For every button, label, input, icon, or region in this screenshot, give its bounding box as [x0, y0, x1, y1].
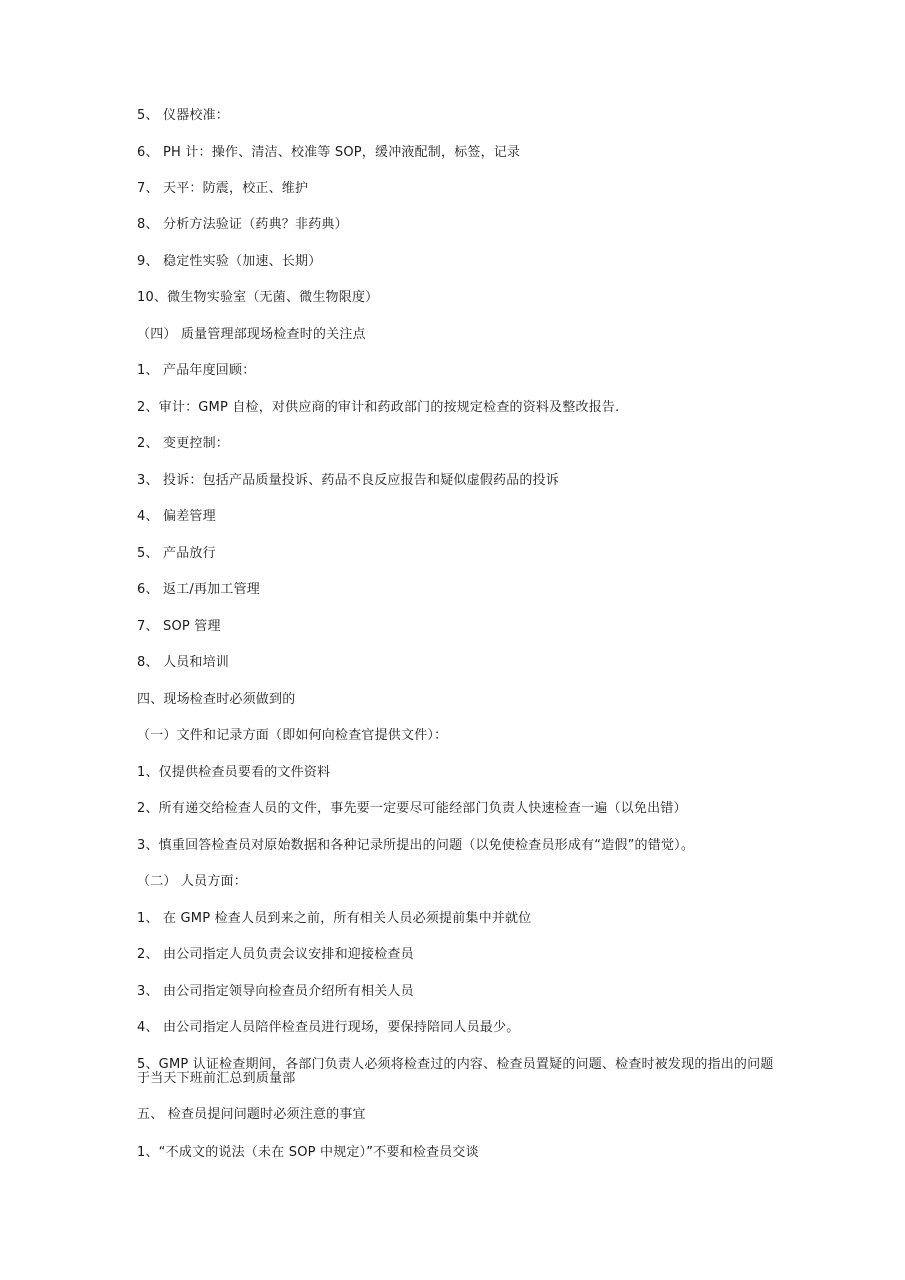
text-paragraph: 5、GMP 认证检查期间，各部门负责人必须将检查过的内容、检查员置疑的问题、检查时被发现的指出的问题于当天下班前汇总到质量部	[137, 1057, 774, 1086]
text-line: 6、 返工/再加工管理	[137, 582, 260, 597]
subsection-heading: （一）文件和记录方面（即如何向检查官提供文件）：	[137, 728, 448, 743]
text-line: 6、 PH 计：操作、清洁、校准等 SOP，缓冲液配制，标签，记录	[137, 145, 521, 160]
text-line: 3、慎重回答检查员对原始数据和各种记录所提出的问题（以免使检查员形成有“造假”的错觉）。	[137, 838, 695, 853]
text-line: 2、审计：GMP 自检，对供应商的审计和药政部门的按规定检查的资料及整改报告.	[137, 400, 620, 415]
text-line: 10、微生物实验室（无菌、微生物限度）	[137, 290, 379, 305]
text-line: 7、 SOP 管理	[137, 619, 221, 634]
text-line: 7、 天平：防震，校正、维护	[137, 181, 309, 196]
text-line: 3、 由公司指定领导向检查员介绍所有相关人员	[137, 984, 414, 999]
text-line: 2、所有递交给检查人员的文件，事先要一定要尽可能经部门负责人快速检查一遍（以免出错）	[137, 801, 687, 816]
text-line: 4、 偏差管理	[137, 509, 216, 524]
text-line: 5、 仪器校准：	[137, 108, 230, 123]
text-line: 8、 人员和培训	[137, 655, 230, 670]
text-line: 2、 由公司指定人员负责会议安排和迎接检查员	[137, 947, 414, 962]
text-line: 1、 在 GMP 检查人员到来之前，所有相关人员必须提前集中并就位	[137, 911, 532, 926]
text-line: 4、 由公司指定人员陪伴检查员进行现场，要保持陪同人员最少。	[137, 1020, 520, 1035]
text-line: 1、仅提供检查员要看的文件资料	[137, 765, 331, 780]
section-heading: 四、现场检查时必须做到的	[137, 692, 296, 707]
text-line: 1、 产品年度回顾：	[137, 363, 256, 378]
section-heading: 五、 检查员提问问题时必须注意的事宜	[137, 1107, 366, 1122]
text-line: 3、 投诉：包括产品质量投诉、药品不良反应报告和疑似虚假药品的投诉	[137, 473, 560, 488]
subsection-heading: （二） 人员方面：	[137, 874, 247, 889]
text-line: 9、 稳定性实验（加速、长期）	[137, 254, 322, 269]
text-line: 1、“不成文的说法（未在 SOP 中规定）”不要和检查员交谈	[137, 1145, 479, 1160]
section-heading: （四） 质量管理部现场检查时的关注点	[137, 327, 366, 342]
text-line: 8、 分析方法验证（药典？非药典）	[137, 217, 348, 232]
text-line: 5、 产品放行	[137, 546, 216, 561]
text-line: 2、 变更控制：	[137, 436, 230, 451]
